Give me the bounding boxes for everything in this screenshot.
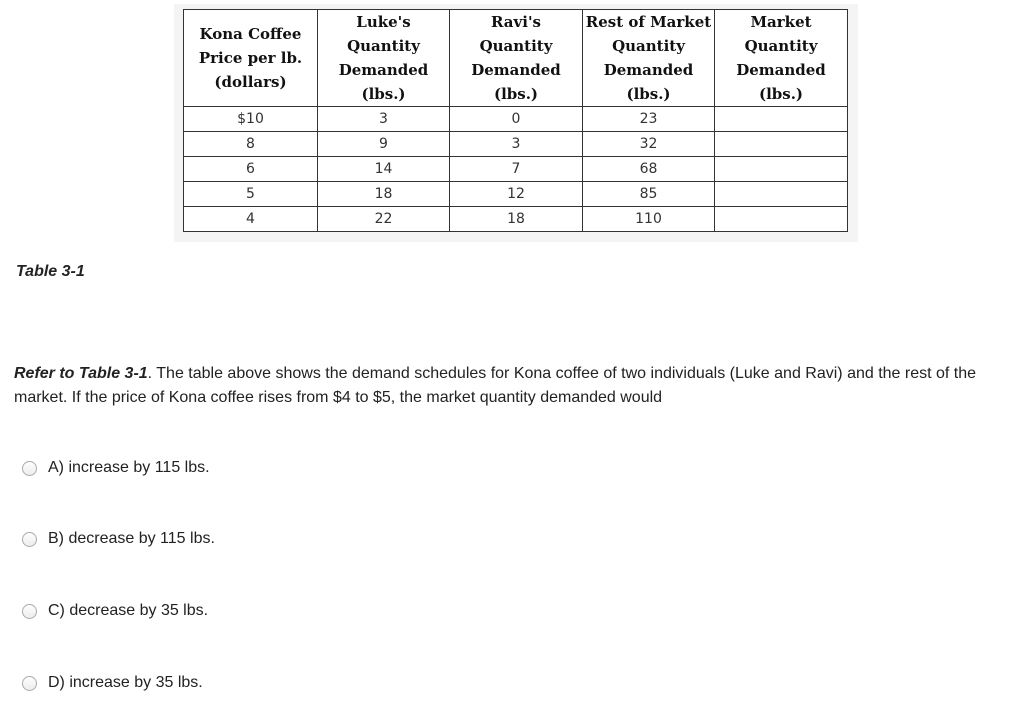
table-cell <box>715 182 848 207</box>
table-cell: 3 <box>450 132 583 157</box>
table-cell: 23 <box>583 107 715 132</box>
table-cell: 14 <box>318 157 450 182</box>
header-line: Demanded <box>471 61 561 79</box>
header-line: Demanded <box>603 61 694 79</box>
header-line: Quantity <box>479 37 553 55</box>
table-cell: 5 <box>184 182 318 207</box>
table-cell: 18 <box>450 207 583 232</box>
table-container <box>174 4 858 242</box>
radio-button[interactable] <box>22 604 37 619</box>
table-row <box>184 182 848 207</box>
option-d[interactable] <box>22 674 203 692</box>
table-cell: 85 <box>583 182 715 207</box>
table-cell: 7 <box>450 157 583 182</box>
header-line: Price per lb. <box>198 49 303 67</box>
table-cell: 3 <box>318 107 450 132</box>
header-line: (lbs.) <box>758 85 804 103</box>
header-line: Market <box>750 13 812 31</box>
question-body: . The table above shows the demand schedules for Kona coffee of two individuals (Luke and Ravi) and the rest of the market. If the price of Kona coffee rises from $4 to $5, the market quantity demanded would <box>14 365 977 406</box>
option-c[interactable] <box>22 602 208 620</box>
header-line: Demanded <box>338 61 429 79</box>
table-cell <box>715 207 848 232</box>
table-cell: 0 <box>450 107 583 132</box>
table-reference: Refer to Table 3-1 <box>14 365 148 382</box>
option-label: C) decrease by 35 lbs. <box>48 602 209 619</box>
table-cell: 6 <box>184 157 318 182</box>
header-market <box>715 10 848 107</box>
table-cell <box>715 157 848 182</box>
table-label: Table 3-1 <box>16 263 85 280</box>
question-text <box>14 362 1014 410</box>
radio-button[interactable] <box>22 461 37 476</box>
option-b[interactable] <box>22 530 215 548</box>
table-cell <box>715 132 848 157</box>
table-cell: 9 <box>318 132 450 157</box>
option-a[interactable] <box>22 459 210 477</box>
header-line: (lbs.) <box>493 85 539 103</box>
table-cell: 110 <box>583 207 715 232</box>
header-line: (dollars) <box>214 73 287 91</box>
header-line: Quantity <box>347 37 420 55</box>
header-line: Rest of Market <box>585 13 712 31</box>
header-luke <box>318 10 450 107</box>
header-line: (lbs.) <box>361 85 406 103</box>
header-line: Kona Coffee <box>199 25 302 43</box>
table-cell <box>715 107 848 132</box>
header-line: (lbs.) <box>626 85 671 103</box>
option-label: A) increase by 115 lbs. <box>48 459 210 476</box>
radio-button[interactable] <box>22 676 37 691</box>
header-line: Quantity <box>744 37 818 55</box>
table-row <box>184 132 848 157</box>
table-cell: 22 <box>318 207 450 232</box>
header-line: Demanded <box>736 61 826 79</box>
header-price <box>184 10 318 107</box>
option-label: B) decrease by 115 lbs. <box>48 530 215 547</box>
table-cell: 12 <box>450 182 583 207</box>
option-label: D) increase by 35 lbs. <box>48 674 203 691</box>
radio-button[interactable] <box>22 532 37 547</box>
table-cell: 4 <box>184 207 318 232</box>
header-ravi <box>450 10 583 107</box>
table-cell: 32 <box>583 132 715 157</box>
table-cell: $10 <box>184 107 318 132</box>
table-header-row <box>184 10 848 107</box>
demand-schedule-table <box>183 9 848 232</box>
table-row <box>184 157 848 182</box>
header-rest-of-market <box>583 10 715 107</box>
header-line: Quantity <box>612 37 685 55</box>
table-cell: 18 <box>318 182 450 207</box>
header-line: Ravi's <box>491 13 541 31</box>
table-row <box>184 107 848 132</box>
header-line: Luke's <box>356 13 411 31</box>
table-row <box>184 207 848 232</box>
table-cell: 8 <box>184 132 318 157</box>
table-cell: 68 <box>583 157 715 182</box>
